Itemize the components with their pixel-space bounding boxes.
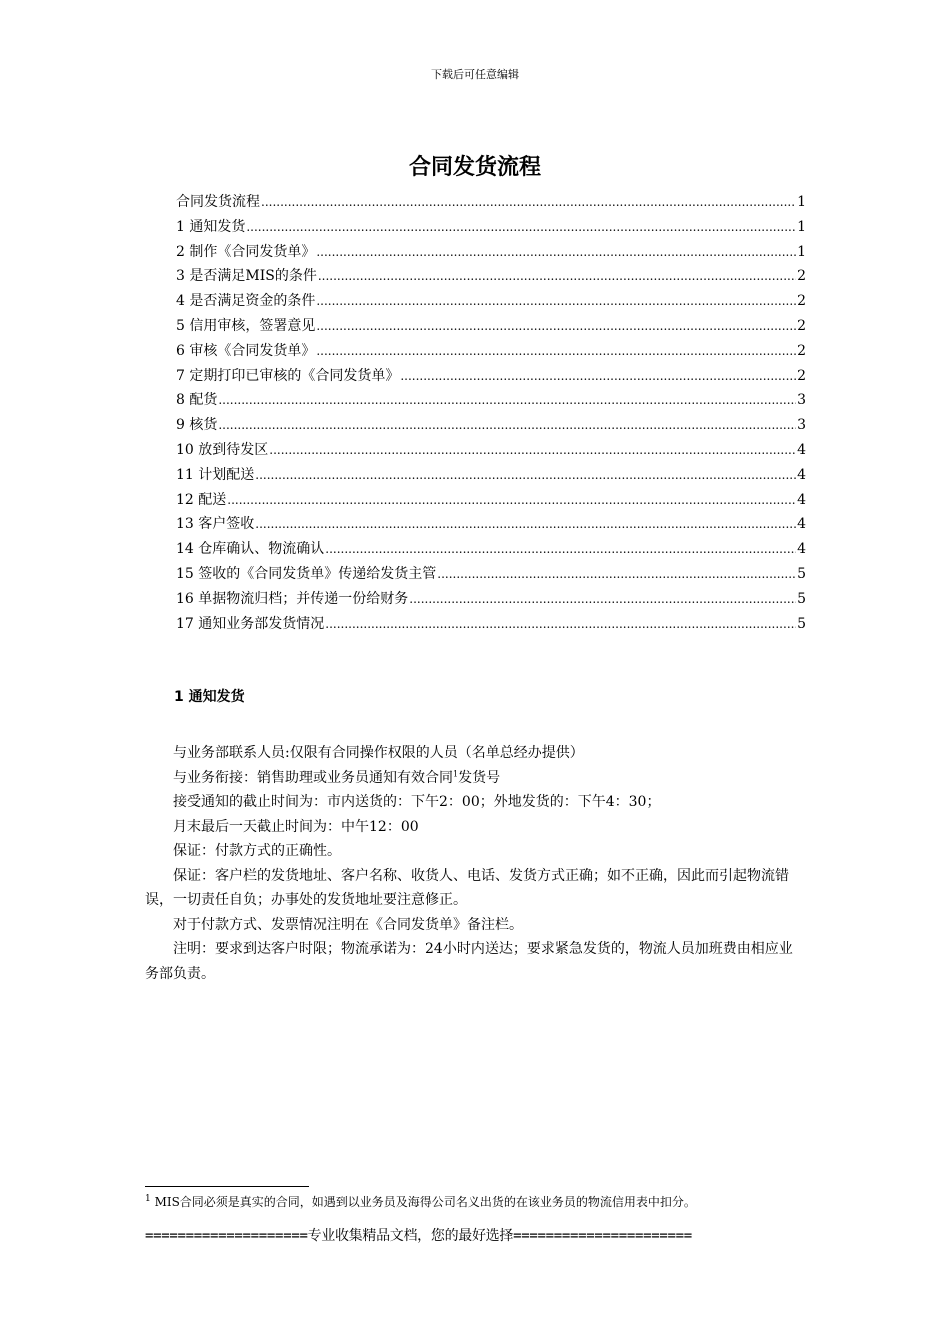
section-body [145, 741, 805, 986]
toc-entry[interactable] [176, 289, 806, 314]
toc-leader-dots [316, 314, 796, 339]
toc-entry-label: 9 核货 [176, 417, 218, 434]
section-heading: 1 通知发货 [174, 689, 245, 705]
toc-leader-dots [400, 364, 796, 389]
toc-entry-page: 2 [797, 317, 806, 334]
toc-leader-dots [246, 215, 796, 240]
footnote-ref[interactable]: 1 [453, 768, 459, 778]
toc-entry-label: 11 计划配送 [176, 466, 255, 483]
toc-entry[interactable] [176, 612, 806, 637]
toc-entry-label: 14 仓库确认、物流确认 [176, 541, 325, 558]
paragraph: 月末最后一天截止时间为：中午12：00 [173, 818, 419, 835]
toc-entry-page: 3 [797, 417, 806, 434]
toc-entry[interactable] [176, 413, 806, 438]
footnote [145, 1190, 815, 1211]
page-header: 下载后可任意编辑 [431, 68, 519, 81]
paragraph: 对于付款方式、发票情况注明在《合同发货单》备注栏。 [173, 916, 523, 933]
toc-leader-dots [316, 339, 796, 364]
toc-entry[interactable] [176, 388, 806, 413]
toc-leader-dots [261, 190, 796, 215]
footnote-text: MIS合同必须是真实的合同，如遇到以业务员及海得公司名义出货的在该业务员的物流信用表中扣分。 [154, 1195, 696, 1209]
toc-entry-label: 13 客户签收 [176, 516, 255, 533]
paragraph: 注明：要求到达客户时限；物流承诺为：24小时内送达；要求紧急发货的，物流人员加班费由相应业务部负责。 [145, 941, 793, 982]
toc-entry-page: 5 [797, 590, 806, 607]
toc-entry-page: 4 [797, 441, 806, 458]
table-of-contents [176, 190, 806, 636]
toc-entry-page: 4 [797, 516, 806, 533]
paragraph: 与业务部联系人员:仅限有合同操作权限的人员（名单总经办提供） [173, 745, 584, 761]
toc-entry-page: 1 [797, 218, 806, 235]
toc-leader-dots [318, 264, 796, 289]
toc-leader-dots [316, 240, 796, 265]
toc-entry-label: 15 签收的《合同发货单》传递给发货主管 [176, 565, 437, 582]
toc-entry[interactable] [176, 190, 806, 215]
document-title: 合同发货流程 [408, 155, 541, 180]
toc-leader-dots [316, 289, 796, 314]
toc-entry-page: 4 [797, 466, 806, 483]
toc-entry-label: 1 通知发货 [176, 218, 246, 235]
toc-leader-dots [269, 438, 796, 463]
toc-entry-label: 合同发货流程 [176, 194, 260, 210]
toc-entry-page: 1 [797, 194, 806, 210]
toc-entry-label: 4 是否满足资金的条件 [176, 293, 316, 310]
toc-entry[interactable] [176, 264, 806, 289]
page-footer: ====================专业收集精品文档，您的最好选择====================== [145, 1228, 692, 1244]
toc-entry-label: 17 通知业务部发货情况 [176, 615, 325, 632]
toc-entry-page: 4 [797, 491, 806, 508]
paragraph-text: 发货号 [458, 769, 501, 786]
toc-leader-dots [218, 388, 796, 413]
toc-entry[interactable] [176, 587, 806, 612]
paragraph: 保证：付款方式的正确性。 [173, 843, 341, 859]
toc-entry-label: 12 配送 [176, 491, 227, 508]
toc-leader-dots [325, 537, 796, 562]
toc-entry-label: 6 审核《合同发货单》 [176, 342, 316, 359]
toc-entry-label: 5 信用审核，签署意见 [176, 317, 316, 334]
toc-entry-page: 5 [797, 615, 806, 632]
toc-entry[interactable] [176, 215, 806, 240]
toc-entry-page: 3 [797, 392, 806, 409]
footnote-mark: 1 [145, 1194, 151, 1204]
toc-leader-dots [409, 587, 796, 612]
toc-entry-label: 3 是否满足MIS的条件 [176, 268, 317, 285]
toc-entry-page: 2 [797, 342, 806, 359]
toc-entry[interactable] [176, 438, 806, 463]
toc-entry[interactable] [176, 537, 806, 562]
toc-leader-dots [255, 512, 796, 537]
footnote-divider [145, 1186, 309, 1187]
toc-entry-page: 2 [797, 367, 806, 384]
toc-entry-page: 2 [797, 268, 806, 285]
toc-entry[interactable] [176, 488, 806, 513]
toc-entry[interactable] [176, 463, 806, 488]
toc-entry-label: 7 定期打印已审核的《合同发货单》 [176, 367, 400, 384]
toc-entry[interactable] [176, 314, 806, 339]
toc-entry[interactable] [176, 364, 806, 389]
toc-leader-dots [255, 463, 796, 488]
toc-entry[interactable] [176, 562, 806, 587]
toc-entry-label: 10 放到待发区 [176, 441, 269, 458]
toc-entry[interactable] [176, 339, 806, 364]
paragraph: 保证：客户栏的发货地址、客户名称、收货人、电话、发货方式正确；如不正确，因此而引起物流错误，一切责任自负；办事处的发货地址要注意修正。 [145, 867, 789, 908]
paragraph-text: 与业务衔接：销售助理或业务员通知有效合同 [173, 769, 453, 786]
toc-entry-label: 2 制作《合同发货单》 [176, 243, 316, 260]
paragraph: 接受通知的截止时间为：市内送货的：下午2：00；外地发货的：下午4：30； [173, 794, 661, 810]
toc-entry[interactable] [176, 240, 806, 265]
toc-entry-page: 4 [797, 541, 806, 558]
toc-leader-dots [227, 488, 796, 513]
toc-leader-dots [325, 612, 796, 637]
toc-entry-label: 16 单据物流归档；并传递一份给财务 [176, 590, 409, 607]
toc-entry-page: 2 [797, 293, 806, 310]
paragraph [145, 766, 805, 791]
toc-leader-dots [437, 562, 796, 587]
toc-entry[interactable] [176, 512, 806, 537]
toc-entry-page: 1 [797, 243, 806, 260]
toc-leader-dots [218, 413, 796, 438]
toc-entry-page: 5 [797, 565, 806, 582]
toc-entry-label: 8 配货 [176, 392, 218, 409]
